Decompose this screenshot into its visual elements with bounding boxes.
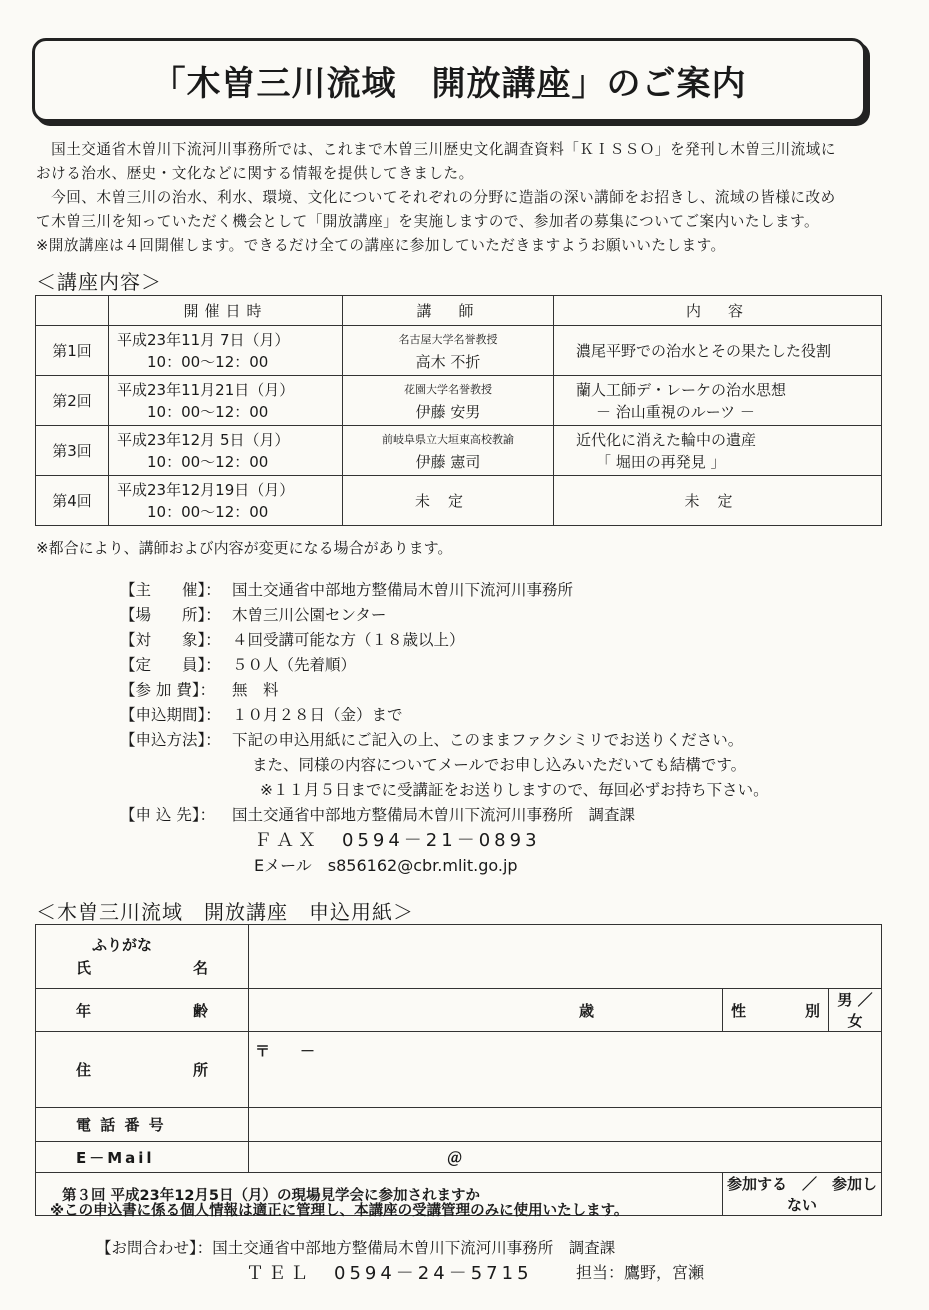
session-lecturer: 花園大学名誉教授 伊藤 安男 <box>343 376 554 426</box>
intro-line: ※開放講座は４回開催します。できるだけ全ての講座に参加していただきますようお願いいたします。 <box>36 237 726 254</box>
page-title: 「木曽三川流域 開放講座」のご案内 <box>151 64 747 104</box>
session-content: 近代化に消えた輪中の遺産 「 堀田の再発見 」 <box>554 426 882 476</box>
form-row-address <box>36 1032 882 1108</box>
col-header-lecturer: 講 師 <box>343 296 554 326</box>
sex-label: 性 別 <box>723 989 829 1032</box>
privacy-note: ※この申込書に係る個人情報は適正に管理し、本講座の受講管理のみに使用いたします。 <box>50 1203 629 1219</box>
form-row-email <box>36 1142 882 1173</box>
session-lecturer: 名古屋大学名誉教授 高木 不折 <box>343 326 554 376</box>
session-datetime: 平成23年12月19日（月） 10：00～12：00 <box>109 476 343 526</box>
intro-line: 今回、木曽三川の治水、利水、環境、文化についてそれぞれの分野に造詣の深い講師をお招きし、流域の皆様に改め <box>36 189 836 206</box>
address-label: 住 所 <box>36 1032 249 1108</box>
session-content: 未定 <box>554 476 882 526</box>
sex-options[interactable]: 男 ／ 女 <box>829 989 882 1032</box>
schedule-note: ※都合により、講師および内容が変更になる場合があります。 <box>36 539 453 557</box>
col-header-date: 開催日時 <box>109 296 343 326</box>
age-label: 年 齢 <box>36 989 249 1032</box>
application-form <box>35 924 882 1216</box>
name-field[interactable] <box>249 925 882 989</box>
schedule-row <box>36 376 882 426</box>
intro-line: て木曽三川を知っていただく機会として「開放講座」を実施しますので、参加者の募集についてご案内いたします。 <box>36 213 820 230</box>
form-row-age-sex <box>36 989 882 1032</box>
intro-text <box>36 138 896 258</box>
schedule-table <box>35 295 882 526</box>
visit-options[interactable]: 参加する ／ 参加しない <box>723 1173 882 1216</box>
name-label: ふりがな 氏 名 <box>36 925 249 989</box>
email-label: E－Mail <box>36 1142 249 1173</box>
session-content: 濃尾平野での治水とその果たした役割 <box>554 326 882 376</box>
form-row-name <box>36 925 882 989</box>
inquiry-contact: 【お問合わせ】：国土交通省中部地方整備局木曽川下流河川事務所 調査課 <box>96 1239 616 1257</box>
phone-field[interactable] <box>249 1108 882 1142</box>
email-field[interactable]: ＠ <box>249 1142 882 1173</box>
address-field[interactable]: 〒 － <box>249 1032 882 1108</box>
title-box <box>32 38 866 122</box>
intro-line: おける治水、歴史・文化などに関する情報を提供してきました。 <box>36 165 474 182</box>
col-header-num <box>36 296 109 326</box>
schedule-row <box>36 476 882 526</box>
phone-label: 電 話 番 号 <box>36 1108 249 1142</box>
age-field[interactable]: 歳 <box>249 989 723 1032</box>
session-lecturer: 未定 <box>343 476 554 526</box>
session-content: 蘭人工師デ・レーケの治水思想 － 治山重視のルーツ － <box>554 376 882 426</box>
schedule-heading: ＜講座内容＞ <box>36 270 162 294</box>
session-lecturer: 前岐阜県立大垣東高校教諭 伊藤 憲司 <box>343 426 554 476</box>
visit-question: 第３回 平成23年12月5日（月）の現場見学会に参加されますか <box>36 1173 723 1216</box>
session-datetime: 平成23年12月 5日（月） 10：00～12：00 <box>109 426 343 476</box>
inquiry-staff: 担当：鷹野，宮瀬 <box>576 1263 705 1282</box>
col-header-content: 内 容 <box>554 296 882 326</box>
schedule-row <box>36 326 882 376</box>
session-number: 第1回 <box>36 326 109 376</box>
session-number: 第2回 <box>36 376 109 426</box>
intro-line: 国土交通省木曽川下流河川事務所では、これまで木曽三川歴史文化調査資料「ＫＩＳＳＯ」を発刊し木曽三川流域に <box>36 141 836 158</box>
form-row-phone <box>36 1108 882 1142</box>
schedule-header-row <box>36 296 882 326</box>
session-datetime: 平成23年11月 7日（月） 10：00～12：00 <box>109 326 343 376</box>
session-number: 第4回 <box>36 476 109 526</box>
inquiry-tel: ＴＥＬ 0594－24－5715 <box>246 1263 533 1284</box>
session-number: 第3回 <box>36 426 109 476</box>
schedule-row <box>36 426 882 476</box>
form-heading: ＜木曽三川流域 開放講座 申込用紙＞ <box>36 900 414 924</box>
session-datetime: 平成23年11月21日（月） 10：00～12：00 <box>109 376 343 426</box>
furigana-label: ふりがな <box>92 935 153 954</box>
